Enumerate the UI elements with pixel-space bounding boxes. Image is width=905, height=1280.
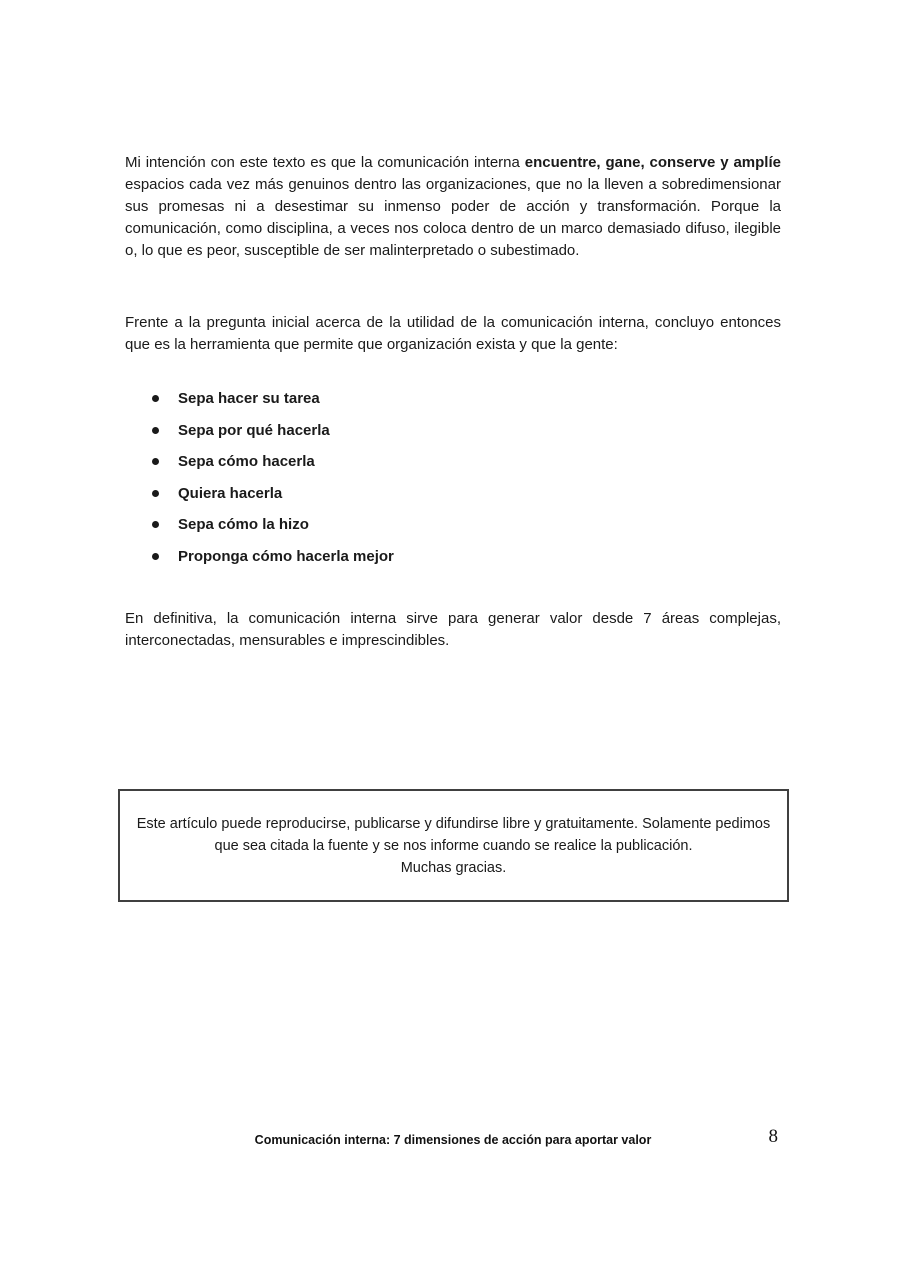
list-item bbox=[152, 514, 394, 535]
bullet-icon bbox=[152, 521, 159, 528]
paragraph-conclusion: En definitiva, la comunicación interna sirve para generar valor desde 7 áreas complejas, interconectadas, mensurables e imprescindibles. bbox=[125, 610, 781, 649]
list-item-text: Proponga cómo hacerla mejor bbox=[178, 547, 394, 565]
bullet-icon bbox=[152, 427, 159, 434]
list-item-text: Sepa por qué hacerla bbox=[178, 421, 330, 439]
bullet-list bbox=[152, 388, 394, 577]
list-item-text: Quiera hacerla bbox=[178, 484, 283, 502]
footer-running-title: Comunicación interna: 7 dimensiones de acción para aportar valor bbox=[254, 1133, 652, 1147]
bullet-icon bbox=[152, 395, 159, 402]
list-item bbox=[152, 420, 394, 441]
list-item bbox=[152, 546, 394, 567]
bullet-icon bbox=[152, 490, 159, 497]
license-notice-closing: Muchas gracias. bbox=[400, 859, 507, 876]
paragraph-intro-text-end: espacios cada vez más genuinos dentro las organizaciones, que no la lleven a sobredimensionar sus promesas ni a desestimar su inmenso poder de acción y transformación. Porque la comunicación, como disciplina, a veces nos coloca dentro de un marco demasiado difuso, ilegible o, lo que es peor, susceptible de ser malinterpretado o subestimado. bbox=[125, 176, 781, 259]
license-notice-box bbox=[118, 789, 789, 902]
list-item bbox=[152, 451, 394, 472]
bullet-icon bbox=[152, 458, 159, 465]
list-item bbox=[152, 388, 394, 409]
list-item-text: Sepa cómo hacerla bbox=[178, 453, 315, 470]
paragraph-question: Frente a la pregunta inicial acerca de la utilidad de la comunicación interna, concluyo entonces que es la herramienta que permite que organización exista y que la gente: bbox=[125, 314, 781, 353]
page-number: 8 bbox=[768, 1126, 778, 1147]
list-item bbox=[152, 483, 394, 504]
paragraph-intro bbox=[125, 152, 781, 262]
list-item-text: Sepa hacer su tarea bbox=[178, 390, 320, 407]
bullet-icon bbox=[152, 553, 159, 560]
list-item-text: Sepa cómo la hizo bbox=[178, 516, 309, 533]
license-notice-text: Este artículo puede reproducirse, publicarse y difundirse libre y gratuitamente. Solamente pedimos que sea citada la fuente y se nos informe cuando se realice la publicación. bbox=[136, 815, 771, 854]
paragraph-intro-bold-phrase: encuentre, gane, conserve y amplíe bbox=[524, 154, 781, 171]
paragraph-intro-text-start: Mi intención con este texto es que la comunicación interna bbox=[125, 154, 525, 171]
